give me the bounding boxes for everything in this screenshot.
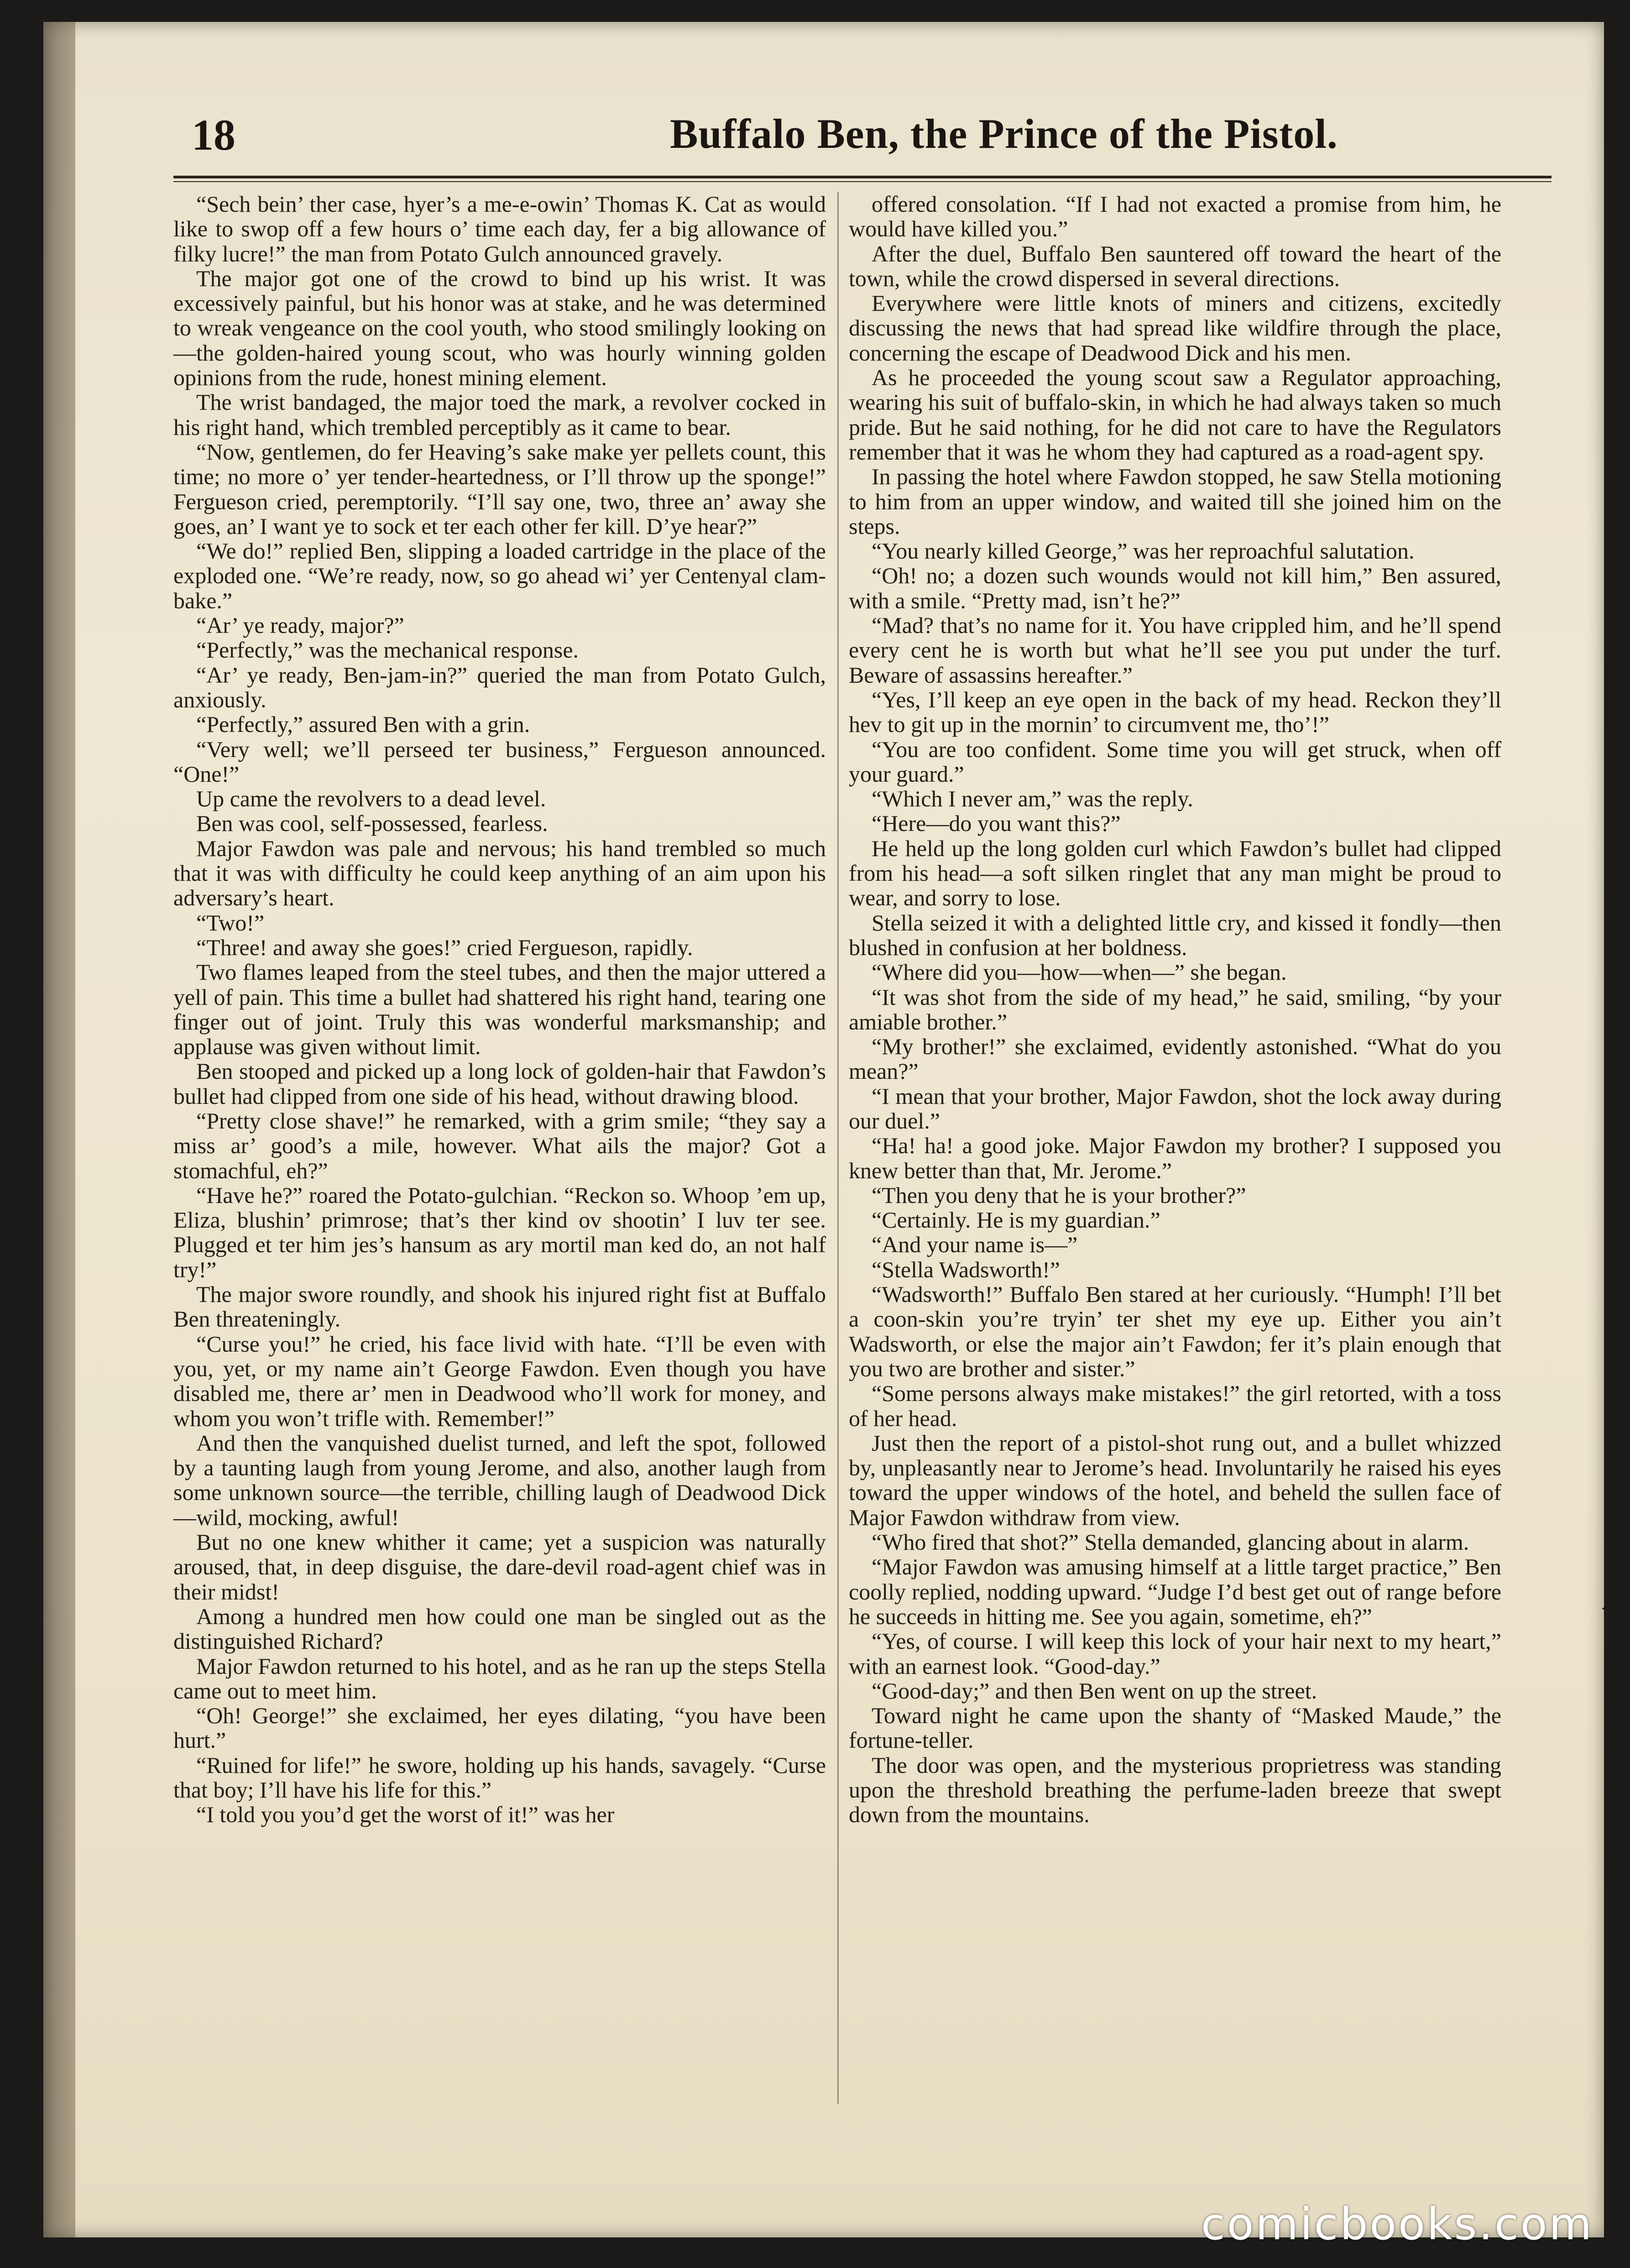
paragraph: After the duel, Buffalo Ben sauntered off toward the heart of the town, while the crowd dispersed in several directions. [849,240,1501,291]
paragraph: Ben was cool, self-possessed, fearless. [196,810,548,836]
paragraph: “Now, gentlemen, do fer Heaving’s sake make yer pellets count, this time; no more o’ yer tender-heartedness, or I’ll throw up the sponge!” Fergueson cried, peremptorily. “I’ll say one, two, three an’ away she goes, an’ I want ye to sock et ter each other fer kill. D’ye hear?” [173,439,826,539]
paragraph: “Stella Wadsworth!” [872,1256,1060,1282]
header-rule [173,176,1552,178]
page-number: 18 [192,110,235,159]
paragraph: “Perfectly,” was the mechanical response. [196,637,579,663]
paragraph: “Sech bein’ ther case, hyer’s a me-e-owin’ Thomas K. Cat as would like to swop off a few hours o’ time each day, fer a big allowance of filky lucre!” the man from Potato Gulch announced gravely. [173,191,826,267]
paragraph: “Wadsworth!” Buffalo Ben stared at her curiously. “Humph! I’ll bet a coon-skin you’re tryin’ ter shet my eye up. Either you ain’t Wadsworth, or else the major ain’t Fawdon; fer it’s plain enough that you two are brother and sister.” [849,1281,1501,1381]
paragraph: “Oh! George!” she exclaimed, her eyes dilating, “you have been hurt.” [173,1703,826,1753]
paragraph: Major Fawdon returned to his hotel, and as he ran up the steps Stella came out to meet him. [173,1653,826,1704]
paragraph: Up came the revolvers to a dead level. [196,786,546,812]
header-rule-thin [173,181,1552,182]
paragraph: Just then the report of a pistol-shot rung out, and a bullet whizzed by, unpleasantly near to Jerome’s head. Involuntarily he raised his eyes toward the upper windows of the hotel, and beheld the sullen face of Major Fawdon withdraw from view. [849,1430,1501,1530]
paragraph: “Certainly. He is my guardian.” [872,1207,1160,1233]
paragraph: “Who fired that shot?” Stella demanded, glancing about in alarm. [872,1529,1469,1555]
paragraph: “Major Fawdon was amusing himself at a little target practice,” Ben coolly replied, nodding upward. “Judge I’d best get out of range before he succeeds in hitting me. See you again, sometime, eh?” [849,1554,1501,1629]
column-divider [837,192,839,2104]
staple-icon [1579,1602,1611,1615]
paragraph: “I told you you’d get the worst of it!” was her [196,1802,615,1828]
paragraph: “We do!” replied Ben, slipping a loaded cartridge in the place of the exploded one. “We’re ready, now, so go ahead wi’ yer Centenyal clam-bake.” [173,538,826,613]
paragraph: The door was open, and the mysterious proprietress was standing upon the threshold breathing the perfume-laden breeze that swept down from the mountains. [849,1752,1501,1828]
running-header [192,110,1538,173]
paragraph: “Three! and away she goes!” cried Fergueson, rapidly. [196,934,693,960]
paragraph: “You nearly killed George,” was her reproachful salutation. [872,538,1415,564]
paragraph: “Ruined for life!” he swore, holding up his hands, savagely. “Curse that boy; I’ll have his life for this.” [173,1752,826,1803]
paragraph: He held up the long golden curl which Fawdon’s bullet had clipped from his head—a soft silken ringlet that any man might be proud to wear, and sorry to lose. [849,835,1501,911]
paragraph: “Yes, I’ll keep an eye open in the back of my head. Reckon they’ll hev to git up in the mornin’ to circumvent me, tho’!” [849,686,1501,737]
paragraph: “Perfectly,” assured Ben with a grin. [196,711,530,737]
paragraph: “Ar’ ye ready, Ben-jam-in?” queried the man from Potato Gulch, anxiously. [173,662,826,712]
paragraph: “I mean that your brother, Major Fawdon, shot the lock away during our duel.” [849,1083,1501,1134]
paragraph: “Ha! ha! a good joke. Major Fawdon my brother? I supposed you knew better than that, Mr. Jerome.” [849,1133,1501,1183]
paragraph: The wrist bandaged, the major toed the mark, a revolver cocked in his right hand, which trembled perceptibly as it came to bear. [173,389,826,440]
paragraph: Toward night he came upon the shanty of “Masked Maude,” the fortune-teller. [849,1703,1501,1753]
paragraph: “It was shot from the side of my head,” he said, smiling, “by your amiable brother.” [849,984,1501,1035]
paragraph: Stella seized it with a delighted little cry, and kissed it fondly—then blushed in confusion at her boldness. [849,909,1501,960]
paragraph: Everywhere were little knots of miners and citizens, excitedly discussing the news that had spread like wildfire through the place, concerning the escape of Deadwood Dick and his men. [849,290,1501,366]
paragraph: The major got one of the crowd to bind up his wrist. It was excessively painful, but his honor was at stake, and he was determined to wreak vengeance on the cool youth, who stood smilingly looking on—the golden-haired young scout, who was hourly winning golden opinions from the rude, honest mining element. [173,265,826,391]
right-column [849,192,1501,1827]
binding-edge [43,22,75,2237]
paragraph: But no one knew whither it came; yet a suspicion was naturally aroused, that, in deep disguise, the dare-devil road-agent chief was in their midst! [173,1529,826,1604]
paragraph: “Oh! no; a dozen such wounds would not kill him,” Ben assured, with a smile. “Pretty mad, isn’t he?” [849,563,1501,613]
paragraph: “Which I never am,” was the reply. [872,786,1193,812]
paragraph: “Yes, of course. I will keep this lock of your hair next to my heart,” with an earnest look. “Good-day.” [849,1628,1501,1679]
paragraph: “Where did you—how—when—” she began. [872,959,1287,985]
paragraph: “Pretty close shave!” he remarked, with a grim smile; “they say a miss ar’ good’s a mile, however. What ails the major? Got a stomachful, eh?” [173,1108,826,1183]
watermark: comicbooks.com [1201,2199,1593,2250]
paragraph: “Some persons always make mistakes!” the girl retorted, with a toss of her head. [849,1380,1501,1431]
paragraph: “Very well; we’ll perseed ter business,” Fergueson announced. “One!” [173,736,826,787]
paragraph: “My brother!” she exclaimed, evidently astonished. “What do you mean?” [849,1034,1501,1084]
paragraph: “Then you deny that he is your brother?” [872,1182,1246,1208]
staple-icon [1588,78,1620,91]
paragraph: offered consolation. “If I had not exacted a promise from him, he would have killed you.” [849,191,1501,242]
paragraph: “Two!” [196,909,265,935]
paragraph: “Mad? that’s no name for it. You have crippled him, and he’ll spend every cent he is worth but what he’ll see you put under the turf. Beware of assassins hereafter.” [849,612,1501,688]
running-title: Buffalo Ben, the Prince of the Pistol. [670,110,1338,157]
paragraph: As he proceeded the young scout saw a Regulator approaching, wearing his suit of buffalo-skin, in which he had always taken so much pride. But he said nothing, for he did not care to have the Regulators remember that it was he whom they had captured as a road-agent spy. [849,365,1501,465]
paragraph: “Curse you!” he cried, his face livid with hate. “I’ll be even with you, yet, or my name ain’t George Fawdon. Even though you have disabled me, there ar’ men in Deadwood who’ll work for money, and whom you won’t trifle with. Remember!” [173,1331,826,1431]
paragraph: Two flames leaped from the steel tubes, and then the major uttered a yell of pain. This time a bullet had shattered his right hand, tearing one finger out of joint. Truly this was wonderful marksmanship; and applause was given without limit. [173,959,826,1060]
paragraph: In passing the hotel where Fawdon stopped, he saw Stella motioning to him from an upper window, and waited till she joined him on the steps. [849,464,1501,539]
paragraph: “Have he?” roared the Potato-gulchian. “Reckon so. Whoop ’em up, Eliza, blushin’ primrose; that’s ther kind ov shootin’ I luv ter see. Plugged et ter him jes’s hansum as ary mortil man ked do, an not half try!” [173,1182,826,1282]
left-column [173,192,826,1827]
paragraph: “Good-day;” and then Ben went on up the street. [872,1677,1317,1704]
paragraph: “You are too confident. Some time you will get struck, when off your guard.” [849,736,1501,787]
paragraph: “Ar’ ye ready, major?” [196,612,404,638]
paragraph: Among a hundred men how could one man be singled out as the distinguished Richard? [173,1603,826,1654]
paragraph: Ben stooped and picked up a long lock of golden-hair that Fawdon’s bullet had clipped from one side of his head, without drawing blood. [173,1058,826,1109]
paragraph: Major Fawdon was pale and nervous; his hand trembled so much that it was with difficulty he could keep anything of an aim upon his adversary’s heart. [173,835,826,911]
paragraph: “Here—do you want this?” [872,810,1121,836]
paragraph: “And your name is—” [872,1232,1078,1258]
paragraph: The major swore roundly, and shook his injured right fist at Buffalo Ben threateningly. [173,1281,826,1332]
paragraph: And then the vanquished duelist turned, and left the spot, followed by a taunting laugh from young Jerome, and also, another laugh from some unknown source—the terrible, chilling laugh of Deadwood Dick—wild, mocking, awful! [173,1430,826,1530]
